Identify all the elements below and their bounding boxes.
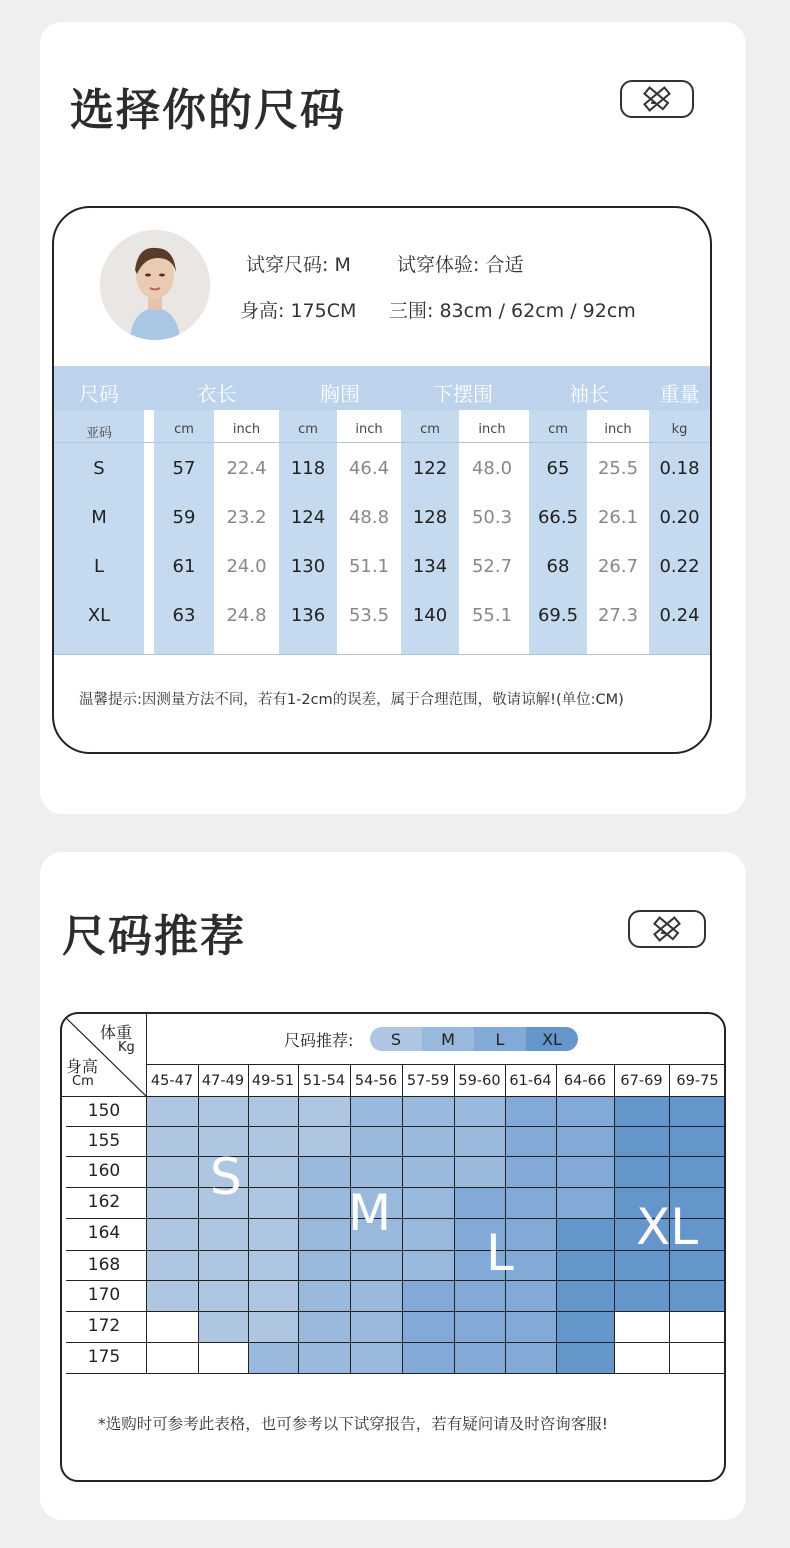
height-label: 164 [87,1223,121,1243]
table-cell: 0.20 [659,507,700,528]
table-cell: 52.7 [471,556,513,577]
grid-cell [505,1280,556,1311]
header-2: 胸围 [320,382,360,406]
weight-label: 54-56 [354,1073,398,1089]
grid-line [614,1064,615,1373]
corner-weight: 体重 [100,1023,133,1042]
grid-line [66,1311,725,1312]
height-label: 160 [87,1161,121,1181]
grid-cell [350,1250,402,1280]
grid-cell [298,1280,350,1311]
grid-cell [248,1218,298,1250]
table-cell: 53.5 [348,605,390,626]
ruler-pencil-badge [620,80,694,118]
subheader-4: inch [355,422,383,437]
grid-cell [350,1126,402,1156]
grid-cell [402,1280,454,1311]
weight-label: 61-64 [509,1073,552,1089]
grid-cell [298,1156,350,1187]
grid-cell [198,1218,248,1250]
table-cell: 26.7 [597,556,639,577]
ruler-pencil-badge [628,910,706,948]
table-cell: 27.3 [597,605,639,626]
grid-cell [350,1096,402,1126]
table-cell: 25.5 [597,458,639,479]
header-5: 重量 [659,382,700,406]
table-cell: 46.4 [348,458,390,479]
weight-label: 69-75 [676,1073,719,1089]
grid-cell [505,1187,556,1218]
grid-cell [248,1250,298,1280]
grid-cell [556,1342,614,1373]
table-bottom-divider [54,654,710,655]
grid-line [505,1064,506,1373]
table-cell: 23.2 [226,507,267,528]
grid-line [66,1280,725,1281]
grid-cell [198,1342,248,1373]
height-label: 172 [87,1316,121,1336]
grid-cell [198,1280,248,1311]
size-table-box [52,206,712,754]
measurement-note: 温馨提示:因测量方法不同，若有1-2cm的误差，属于合理范围，敬请谅解!(单位:CM) [79,692,624,708]
grid-cell [298,1126,350,1156]
weight-label: 59-60 [458,1073,501,1089]
grid-cell [298,1311,350,1342]
grid-cell [298,1250,350,1280]
table-cell: 57 [172,458,196,479]
grid-line [66,1342,725,1343]
grid-cell [454,1156,505,1187]
size-chart-card [40,22,746,814]
grid-cell [402,1126,454,1156]
grid-cell [614,1311,669,1342]
grid-cell [298,1218,350,1250]
grid-cell [146,1187,198,1218]
grid-line [146,1064,725,1065]
header-4: 袖长 [569,382,609,406]
grid-line [66,1126,725,1127]
trial-size: 试穿尺码: M [246,254,351,276]
grid-line [66,1187,725,1188]
zone-label-m: M [348,1184,392,1242]
grid-cell [454,1096,505,1126]
grid-cell [248,1187,298,1218]
grid-cell [350,1311,402,1342]
grid-cell [669,1156,726,1187]
grid-cell [248,1126,298,1156]
height-label: 170 [87,1285,121,1305]
grid-cell [556,1218,614,1250]
grid-cell [454,1187,505,1218]
subheader-0: 亚码 [85,426,112,441]
grid-cell [248,1280,298,1311]
table-cell: 24.0 [226,556,267,577]
grid-cell [556,1096,614,1126]
weight-label: 57-59 [406,1073,450,1089]
model-measurements: 三围: 83cm / 62cm / 92cm [389,300,636,322]
legend-xl: XL [526,1027,578,1051]
grid-cell [402,1156,454,1187]
table-cell: 136 [290,605,326,626]
grid-cell [556,1126,614,1156]
grid-cell [298,1342,350,1373]
header-0: 尺码 [79,382,119,406]
grid-cell [402,1218,454,1250]
table-cell: 0.18 [659,458,700,479]
table-cell: 50.3 [471,507,513,528]
grid-line [62,1096,725,1097]
recommendation-box [60,1012,726,1482]
grid-line [402,1064,403,1373]
grid-cell [350,1280,402,1311]
corner-weight-unit: Kg [118,1040,135,1055]
table-cell: 22.4 [226,458,267,479]
grid-line [66,1218,725,1219]
header-1: 衣长 [196,382,237,406]
weight-label: 49-51 [251,1073,295,1089]
grid-cell [614,1280,669,1311]
subheader-9: kg [671,422,688,437]
corner-height: 身高 [66,1057,99,1076]
grid-cell [669,1096,726,1126]
table-cell: 68 [546,556,570,577]
grid-cell [146,1280,198,1311]
legend-m: M [422,1027,474,1051]
grid-cell [402,1250,454,1280]
zone-label-l: L [486,1224,514,1282]
height-label: 155 [87,1131,121,1151]
grid-line [298,1064,299,1373]
model-height: 身高: 175CM [240,300,357,322]
grid-cell [614,1096,669,1126]
model-avatar [100,230,210,340]
table-cell: 59 [172,507,196,528]
grid-cell [198,1311,248,1342]
grid-cell [298,1187,350,1218]
legend-label: 尺码推荐: [284,1031,354,1050]
grid-line [198,1064,199,1373]
zone-label-s: S [210,1148,242,1206]
grid-cell [146,1218,198,1250]
table-cell: 55.1 [471,605,513,626]
grid-cell [298,1096,350,1126]
table-cell: 24.8 [226,605,267,626]
grid-line [66,1156,725,1157]
grid-cell [146,1126,198,1156]
grid-cell [350,1342,402,1373]
weight-label: 67-69 [620,1073,663,1089]
grid-cell [505,1156,556,1187]
table-cell: 124 [290,507,326,528]
grid-cell [556,1187,614,1218]
table-cell: 63 [172,605,196,626]
grid-cell [146,1250,198,1280]
grid-cell [614,1126,669,1156]
trial-experience: 试穿体验: 合适 [397,254,524,276]
subheader-7: cm [548,422,568,437]
grid-cell [669,1311,726,1342]
grid-cell [146,1156,198,1187]
table-cell: 0.24 [659,605,700,626]
grid-cell [614,1156,669,1187]
section-title: 尺码推荐 [62,911,246,962]
grid-cell [556,1280,614,1311]
grid-cell [454,1280,505,1311]
height-label: 162 [87,1192,121,1212]
weight-label: 64-66 [563,1073,607,1089]
grid-cell [556,1311,614,1342]
grid-cell [198,1250,248,1280]
table-cell: 48.0 [471,458,513,479]
legend-l: L [474,1027,526,1051]
table-cell: 26.1 [597,507,639,528]
table-cell: 140 [412,605,448,626]
size-label: L [93,556,105,577]
table-cell: 122 [412,458,448,479]
table-cell: 69.5 [537,605,579,626]
grid-cell [454,1342,505,1373]
grid-cell [248,1156,298,1187]
table-cell: 48.8 [348,507,390,528]
grid-cell [350,1156,402,1187]
grid-cell [146,1311,198,1342]
purchase-note: *选购时可参考此表格，也可参考以下试穿报告，若有疑问请及时咨询客服! [98,1415,608,1433]
grid-line [248,1064,249,1373]
ruler-pencil-icon [647,914,687,944]
subheader-6: inch [478,422,506,437]
grid-cell [402,1311,454,1342]
table-cell: 118 [290,458,326,479]
grid-line [146,1014,147,1373]
grid-cell [402,1096,454,1126]
legend-s: S [370,1027,422,1051]
grid-cell [402,1187,454,1218]
table-cell: 61 [172,556,196,577]
size-recommendation-card [40,852,746,1520]
weight-label: 51-54 [302,1073,346,1089]
section-title: 选择你的尺码 [70,85,346,136]
header-3: 下摆围 [433,382,493,406]
ruler-pencil-icon [637,84,677,114]
subheader-5: cm [420,422,440,437]
table-cell: 65 [546,458,570,479]
table-cell: 0.22 [659,556,700,577]
grid-cell [505,1096,556,1126]
size-legend [370,1027,578,1051]
grid-cell [669,1126,726,1156]
grid-cell [402,1342,454,1373]
grid-cell [248,1342,298,1373]
grid-cell [198,1096,248,1126]
size-label: XL [87,605,111,626]
height-label: 175 [87,1347,121,1367]
grid-cell [505,1311,556,1342]
grid-cell [614,1342,669,1373]
size-label: M [91,507,107,528]
subheader-divider [54,442,710,443]
subheader-2: inch [232,422,261,437]
height-label: 168 [87,1255,121,1275]
grid-cell [248,1096,298,1126]
grid-cell [505,1342,556,1373]
grid-cell [454,1311,505,1342]
size-label: S [93,458,105,479]
grid-line [66,1373,725,1374]
grid-cell [505,1126,556,1156]
grid-cell [454,1126,505,1156]
subheader-1: cm [174,422,194,437]
grid-cell [146,1342,198,1373]
grid-cell [556,1250,614,1280]
grid-line [556,1064,557,1373]
weight-label: 45-47 [150,1073,194,1089]
grid-cell [669,1280,726,1311]
table-cell: 66.5 [537,507,579,528]
corner-height-unit: Cm [72,1074,94,1089]
weight-label: 47-49 [201,1073,245,1089]
table-cell: 130 [290,556,326,577]
grid-cell [556,1156,614,1187]
table-cell: 51.1 [348,556,390,577]
table-cell: 128 [412,507,448,528]
grid-line [454,1064,455,1373]
grid-line [66,1250,725,1251]
grid-cell [669,1342,726,1373]
subheader-3: cm [298,422,318,437]
zone-label-xl: XL [636,1198,699,1256]
height-label: 150 [87,1101,121,1121]
grid-cell [248,1311,298,1342]
table-cell: 134 [412,556,448,577]
grid-cell [146,1096,198,1126]
subheader-8: inch [604,422,632,437]
